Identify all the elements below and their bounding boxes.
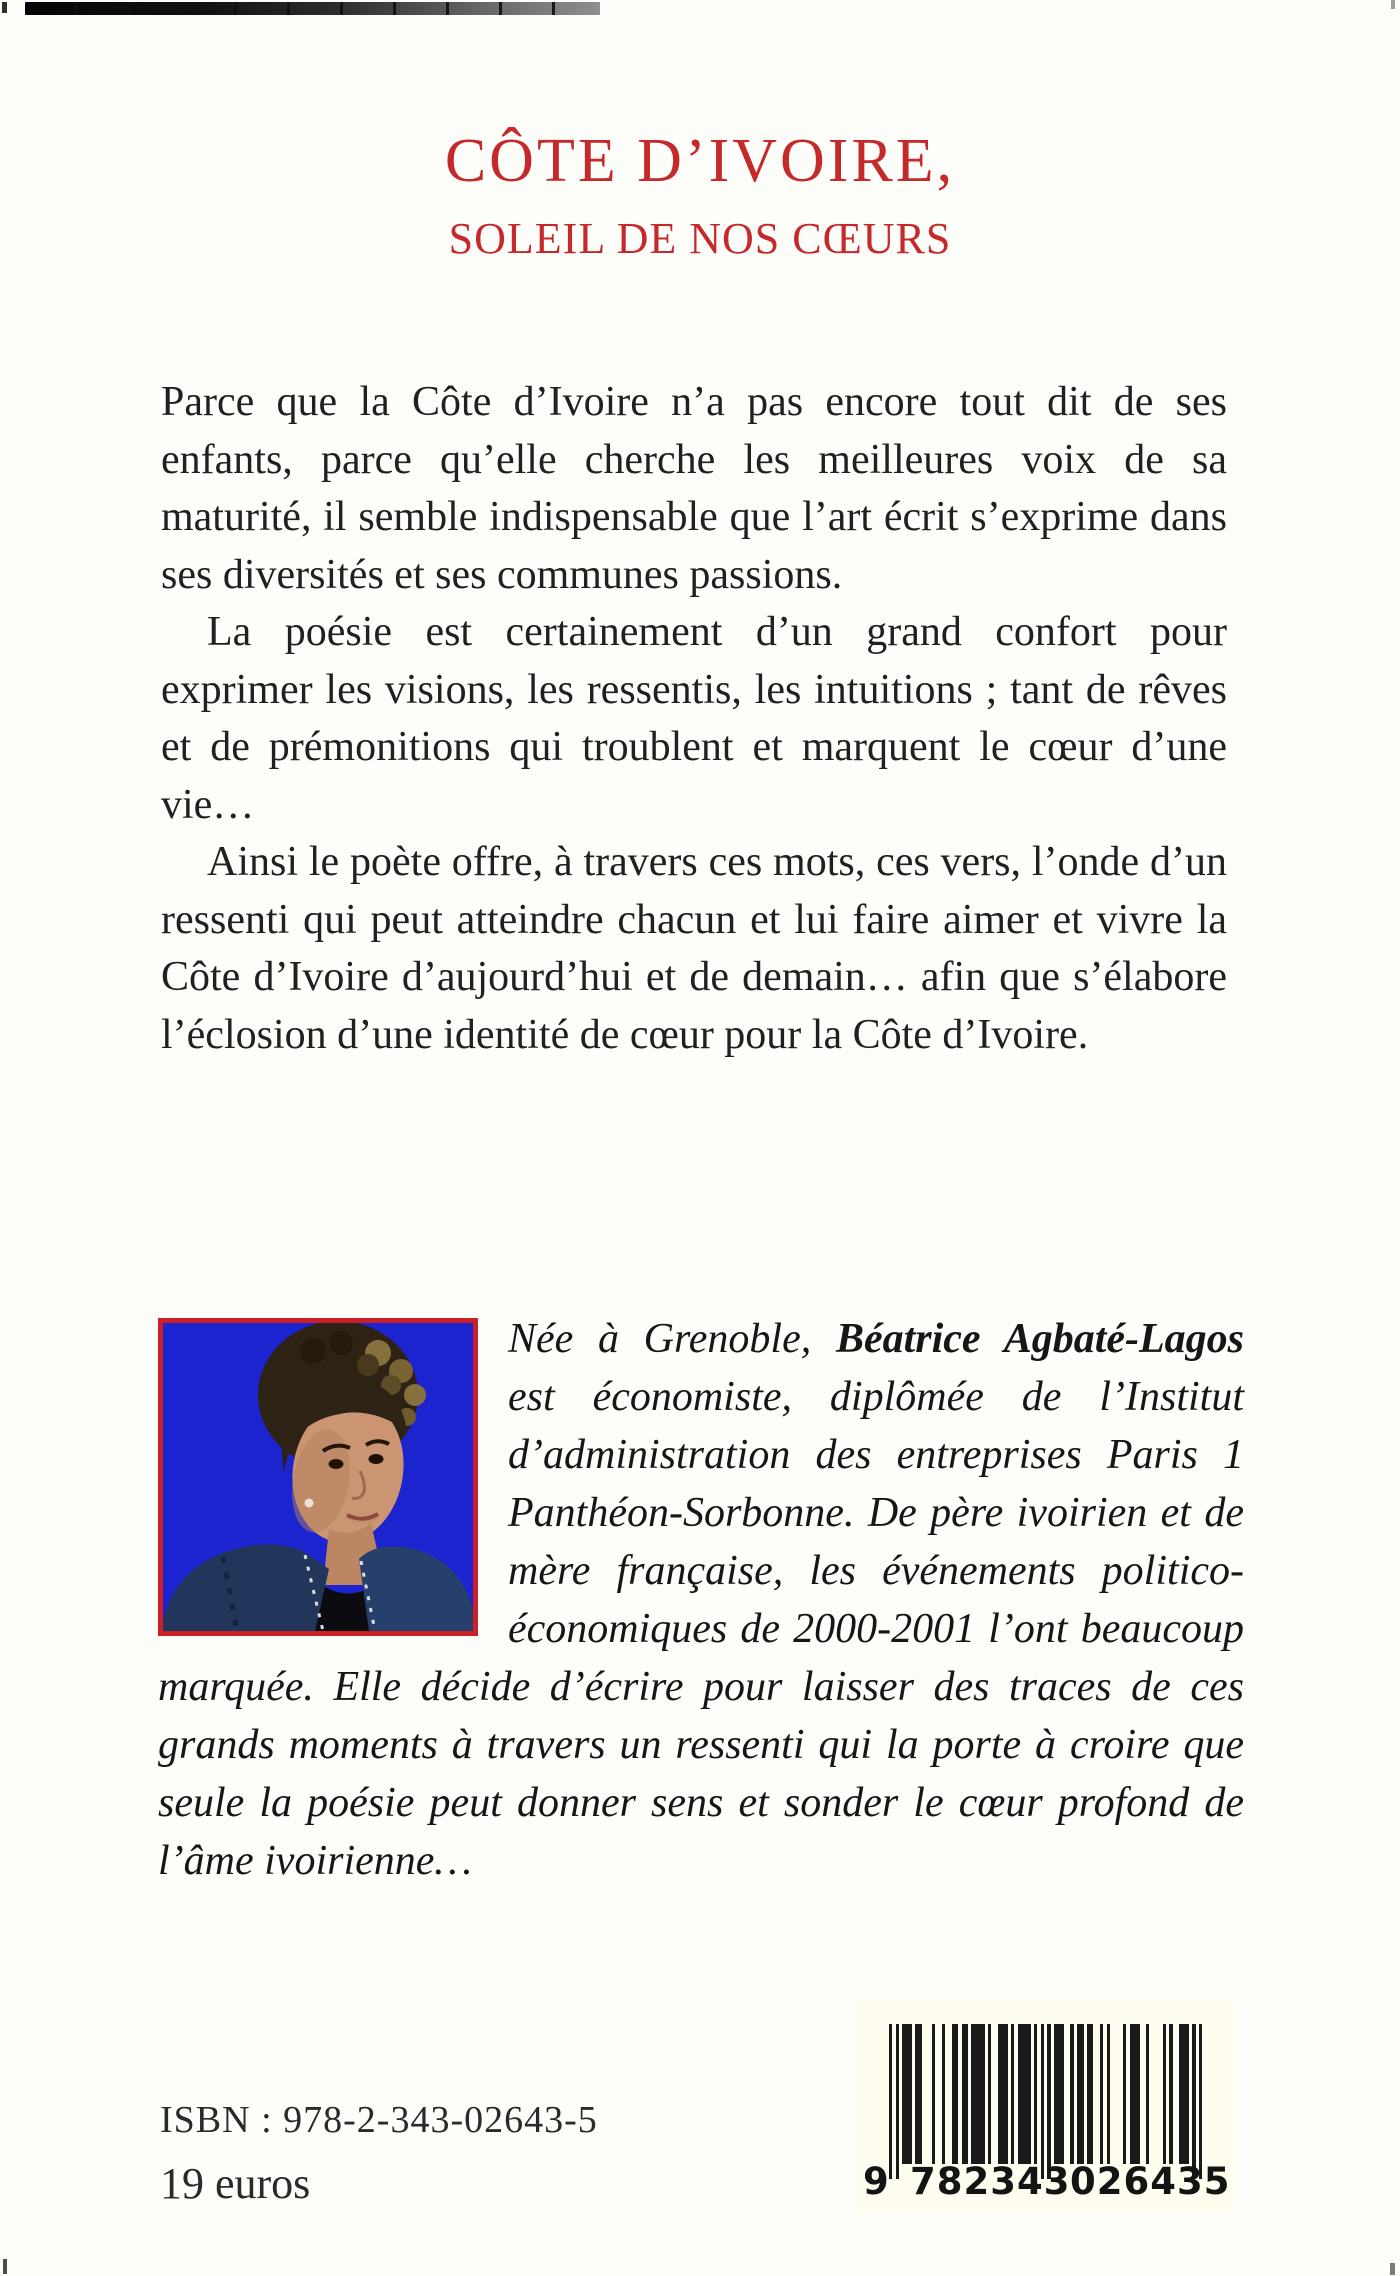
bio-body: est économiste, diplômée de l’Institut d’administration des entreprises Paris 1 Panthéon-Sorbonne. De père ivoirien et de mère française, les événements politico-économiques de 2000-2001 l’ont beaucoup marquée. Elle décide d’écrire pour laisser des traces de ces grands moments à travers un ressenti qui la porte à croire que seule la poésie peut donner sens et sonder le cœur profond de l’âme ivoirienne…	[158, 1374, 1244, 1884]
bio-intro: Née à Grenoble,	[508, 1316, 836, 1362]
price-text: 19 euros	[160, 2159, 311, 2208]
isbn-block	[160, 2098, 598, 2209]
author-portrait-image	[163, 1323, 473, 1631]
scan-artifact-strip	[25, 2, 600, 15]
synopsis	[161, 374, 1227, 1064]
barcode-digits-left: 782343	[910, 2160, 1071, 2203]
barcode-panel	[856, 2000, 1236, 2212]
scan-mark-bottom-left	[3, 2259, 7, 2274]
author-name: Béatrice Agbaté-Lagos	[835, 1316, 1244, 1362]
scan-mark-top-right	[1391, 0, 1395, 9]
author-bio	[158, 1310, 1244, 1890]
isbn-text: ISBN : 978-2-343-02643-5	[160, 2099, 598, 2141]
barcode-bars	[889, 2024, 1202, 2179]
scan-mark-top-left	[2, 2, 7, 13]
book-title: CÔTE D’IVOIRE,	[444, 127, 956, 195]
synopsis-paragraph-1: Parce que la Côte d’Ivoire n’a pas encore tout dit de ses enfants, parce qu’elle cherche les meilleures voix de sa maturité, il semble indispensable que l’art écrit s’exprime dans ses diversités et ses communes passions.	[161, 379, 1227, 598]
scan-mark-bottom-right	[1390, 2263, 1395, 2275]
synopsis-paragraph-3: Ainsi le poète offre, à travers ces mots, ces vers, l’onde d’un ressenti qui peut atteindre chacun et lui faire aimer et vivre la Côte d’Ivoire d’aujourd’hui et de demain… afin que s’élabore l’éclosion d’une identité de cœur pour la Côte d’Ivoire.	[161, 839, 1227, 1058]
barcode-digit-prefix: 9	[863, 2160, 889, 2203]
barcode-digits	[856, 2160, 1236, 2210]
synopsis-paragraph-2: La poésie est certainement d’un grand confort pour exprimer les visions, les ressentis, les intuitions ; tant de rêves et de prémonitions qui troublent et marquent le cœur d’une vie…	[161, 609, 1227, 828]
title-block	[0, 126, 1400, 264]
book-subtitle: SOLEIL DE NOS CŒURS	[448, 214, 952, 263]
barcode-digits-right: 026435	[1070, 2160, 1231, 2203]
author-photo	[158, 1318, 478, 1636]
